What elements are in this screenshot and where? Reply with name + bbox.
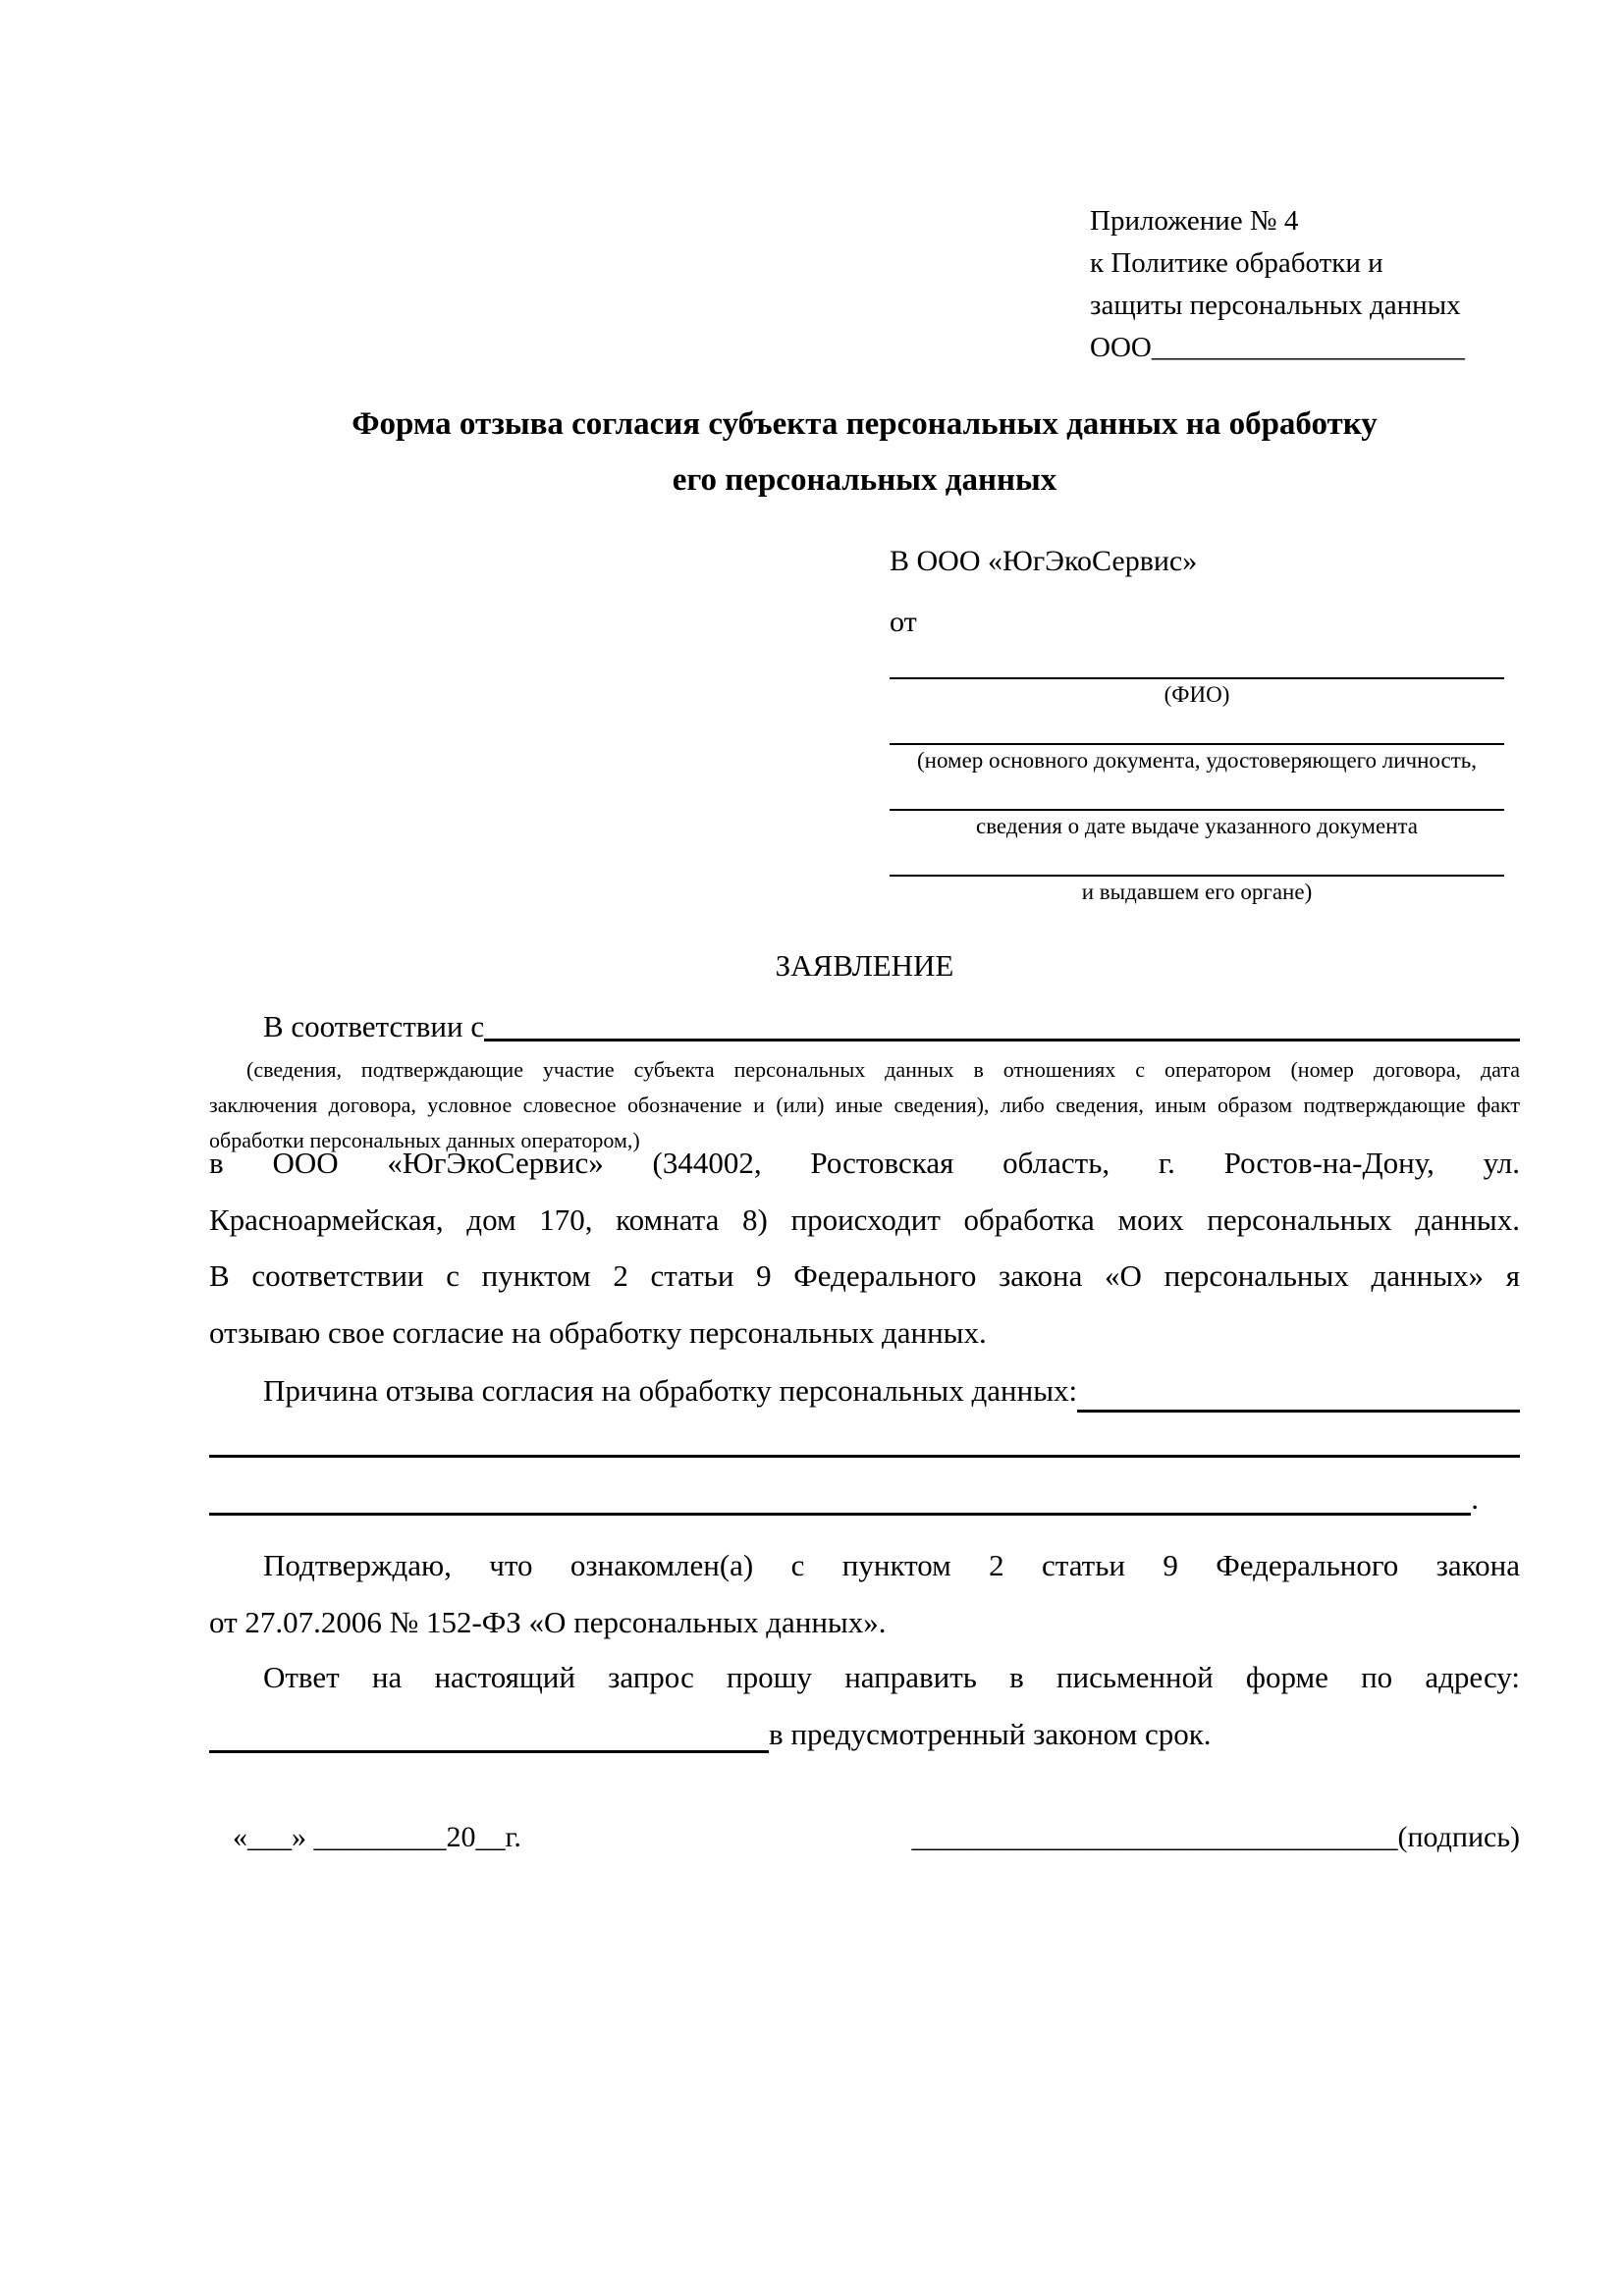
body-paragraph	[209, 1135, 1520, 1361]
signature-line	[911, 1816, 1520, 1859]
issue-date-blank-line	[890, 809, 1504, 811]
field-caption: сведения о дате выдаче указанного документа	[975, 814, 1419, 838]
fine-print-line: обработки персональных данных оператором,)	[209, 1128, 640, 1152]
annex-line: к Политике обработки и	[1090, 247, 1383, 279]
body-line: В соответствии с пунктом 2 статьи 9 Федерального закона «О персональных данных» я	[209, 1258, 1520, 1293]
fine-print-line: (сведения, подтверждающие участие субъекта персональных данных в отношениях с оператором (номер договора, дата	[246, 1057, 1520, 1082]
issuing-authority-blank-line	[890, 875, 1504, 877]
field-caption: (ФИО)	[1164, 682, 1230, 707]
issuing-authority-field	[890, 875, 1504, 905]
accordance-line	[209, 1005, 1520, 1048]
annex-note	[1090, 200, 1465, 369]
fio-field	[890, 677, 1504, 708]
accordance-blank-line	[484, 1039, 1520, 1041]
signature-blank: _________________________________	[911, 1821, 1398, 1853]
title-line: Форма отзыва согласия субъекта персональных данных на обработку	[352, 406, 1378, 442]
confirmation-paragraph	[209, 1537, 1520, 1650]
address-blank-line	[209, 1750, 769, 1753]
addressee-block	[890, 542, 1504, 905]
footer-row	[209, 1816, 1520, 1859]
reason-line	[209, 1362, 1520, 1419]
reason-terminator: .	[1471, 1480, 1479, 1516]
annex-line: защиты персональных данных	[1090, 290, 1461, 321]
reply-line: Ответ на настоящий запрос прошу направить в письменной форме по адресу:	[263, 1660, 1520, 1694]
document-number-field	[890, 743, 1504, 774]
accordance-lead: В соответствии с	[263, 1009, 485, 1043]
field-caption: и выдавшем его органе)	[1081, 880, 1313, 904]
reason-block	[209, 1362, 1520, 1516]
reason-lead: Причина отзыва согласия на обработку персональных данных:	[263, 1373, 1078, 1408]
annex-line-ooo-blank: ООО______________________	[1090, 332, 1465, 363]
fine-print-line: заключения договора, условное словесное обозначение и (или) иные сведения), либо сведения, иным образом подтверждающие факт	[209, 1093, 1520, 1117]
field-caption: (номер основного документа, удостоверяющего личность,	[916, 748, 1477, 773]
reason-blank-line	[1077, 1410, 1520, 1413]
fio-blank-line	[890, 677, 1504, 679]
body-line: отзываю свое согласие на обработку персональных данных.	[209, 1314, 987, 1350]
title-line: его персональных данных	[672, 462, 1057, 498]
issue-date-field	[890, 809, 1504, 839]
body-line: в ООО «ЮгЭкоСервис» (344002, Ростовская область, г. Ростов-на-Дону, ул.	[209, 1146, 1520, 1180]
date-line: «___» _________20__г.	[233, 1821, 521, 1853]
annex-line: Приложение № 4	[1090, 205, 1299, 237]
reply-line-2	[209, 1706, 1520, 1763]
reply-tail: в предусмотренный законом срок.	[769, 1716, 1212, 1751]
reason-blank-line-3-rule	[209, 1479, 1471, 1516]
body-line: Красноармейская, дом 170, комната 8) происходит обработка моих персональных данных.	[209, 1201, 1520, 1237]
statement-heading: ЗАЯВЛЕНИЕ	[775, 948, 954, 983]
document-title	[209, 397, 1520, 508]
reason-blank-line-3	[209, 1479, 1520, 1516]
organization-name: В ООО «ЮгЭкоСервис»	[890, 545, 1198, 577]
reason-blank-line-2	[209, 1455, 1520, 1458]
confirmation-line: от 27.07.2006 № 152-ФЗ «О персональных данных».	[209, 1604, 887, 1639]
document-number-blank-line	[890, 743, 1504, 745]
reply-paragraph	[209, 1649, 1520, 1762]
confirmation-line: Подтверждаю, что ознакомлен(а) с пунктом 2 статьи 9 Федерального закона	[263, 1548, 1520, 1582]
from-label: от	[890, 606, 917, 638]
signature-caption: (подпись)	[1397, 1821, 1520, 1853]
